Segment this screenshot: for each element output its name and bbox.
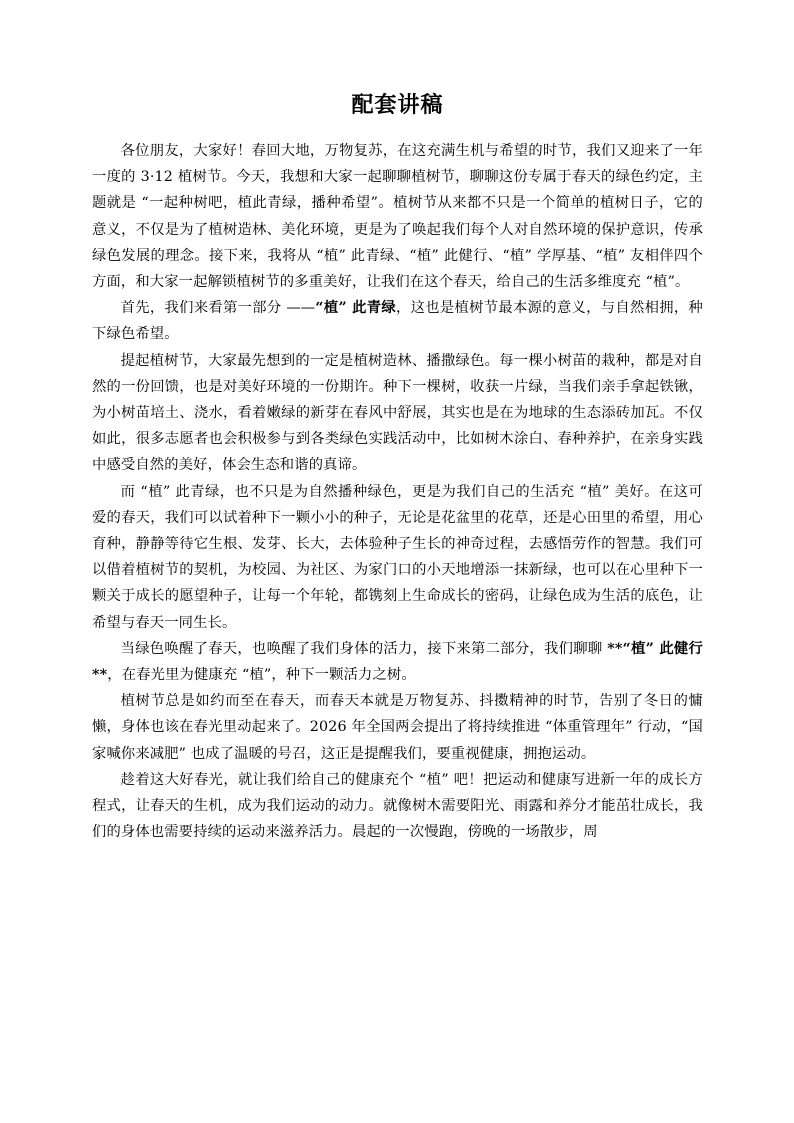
paragraph-exercise-call-text: 趁着这大好春光，就让我们给自己的健康充个 “植” 吧！把运动和健康写进新一年的成长方程式，让春天的生机，成为我们运动的动力。就像树木需要阳光、雨露和养分才能茁壮成长，我们的身体也需要持续的运动来滋养活力。晨起的一次慢跑，傍晚的一场散步，周 <box>92 771 703 841</box>
section-one-bold-title: “植” 此青绿 <box>315 300 397 317</box>
page-title: 配套讲稿 <box>351 92 444 118</box>
section-two-bold-title: **“植” 此健行 ** <box>92 640 703 684</box>
paragraph-intro-text: 各位朋友，大家好！春回大地，万物复苏，在这充满生机与希望的时节，我们又迎来了一年一度的 3·12 植树节。今天，我想和大家一起聊聊植树节，聊聊这份专属于春天的绿色约定，主题就是 “一起种树吧，植此青绿，播种希望”。植树节从来都不只是一个简单的植树日子，它的意义，不仅是为了植树造林、美化环境，更是为了唤起我们每个人对自然环境的保护意识，传承绿色发展的理念。接下来，我将从 “植” 此青绿、“植” 此健行、“植” 学厚基、“植” 友相伴四个方面，和大家一起解锁植树节的多重美好，让我们在这个春天，给自己的生活多维度充 “植”。 <box>92 143 703 291</box>
paragraph-spring-health <box>92 688 703 767</box>
paragraph-planting-trees-text: 提起植树节，大家最先想到的一定是植树造林、播撒绿色。每一棵小树苗的栽种，都是对自然的一份回馈，也是对美好环境的一份期许。种下一棵树，收获一片绿，当我们亲手拿起铁锹，为小树苗培土、浇水，看着嫩绿的新芽在春风中舒展，其实也是在为地球的生态添砖加瓦。不仅如此，很多志愿者也会积极参与到各类绿色实践活动中，比如树木涂白、春种养护，在亲身实践中感受自然的美好，体会生态和谐的真谛。 <box>92 352 703 474</box>
paragraph-exercise-call <box>92 767 703 846</box>
document-body <box>92 88 703 845</box>
paragraph-intro <box>92 138 703 295</box>
paragraph-green-life <box>92 479 703 636</box>
paragraph-spring-health-text: 植树节总是如约而至在春天，而春天本就是万物复苏、抖擞精神的时节，告别了冬日的慵懒，身体也该在春光里动起来了。2026 年全国两会提出了将持续推进 “体重管理年” 行动，“国家喊你来减肥” 也成了温暖的号召，这正是提醒我们，要重视健康，拥抱运动。 <box>92 693 703 762</box>
section-two-trailing-text: ，在春光里为健康充 “植”，种下一颗活力之树。 <box>107 667 416 684</box>
section-one-lead-text: 首先，我们来看第一部分 —— <box>120 300 316 317</box>
paragraph-green-life-text: 而 “植” 此青绿，也不只是为自然播种绿色，更是为我们自己的生活充 “植” 美好。在这可爱的春天，我们可以试着种下一颗小小的种子，无论是花盆里的花草，还是心田里的希望，用心育种，静静等待它生根、发芽、长大，去体验种子生长的神奇过程，去感悟劳作的智慧。我们可以借着植树节的契机，为校园、为社区、为家门口的小天地增添一抹新绿，也可以在心里种下一颗关于成长的愿望种子，让每一个年轮，都镌刻上生命成长的密码，让绿色成为生活的底色，让希望与春天一同生长。 <box>92 483 703 631</box>
section-one-trailing-text: ，这也是植树节最本源的意义，与自然相拥，种下绿色希望。 <box>92 300 703 343</box>
paragraph-section-two-heading <box>92 636 703 688</box>
section-two-lead-text: 当绿色唤醒了春天，也唤醒了我们身体的活力，接下来第二部分，我们聊聊 <box>120 640 608 657</box>
paragraph-section-one-heading <box>92 295 703 347</box>
paragraph-planting-trees <box>92 348 703 479</box>
